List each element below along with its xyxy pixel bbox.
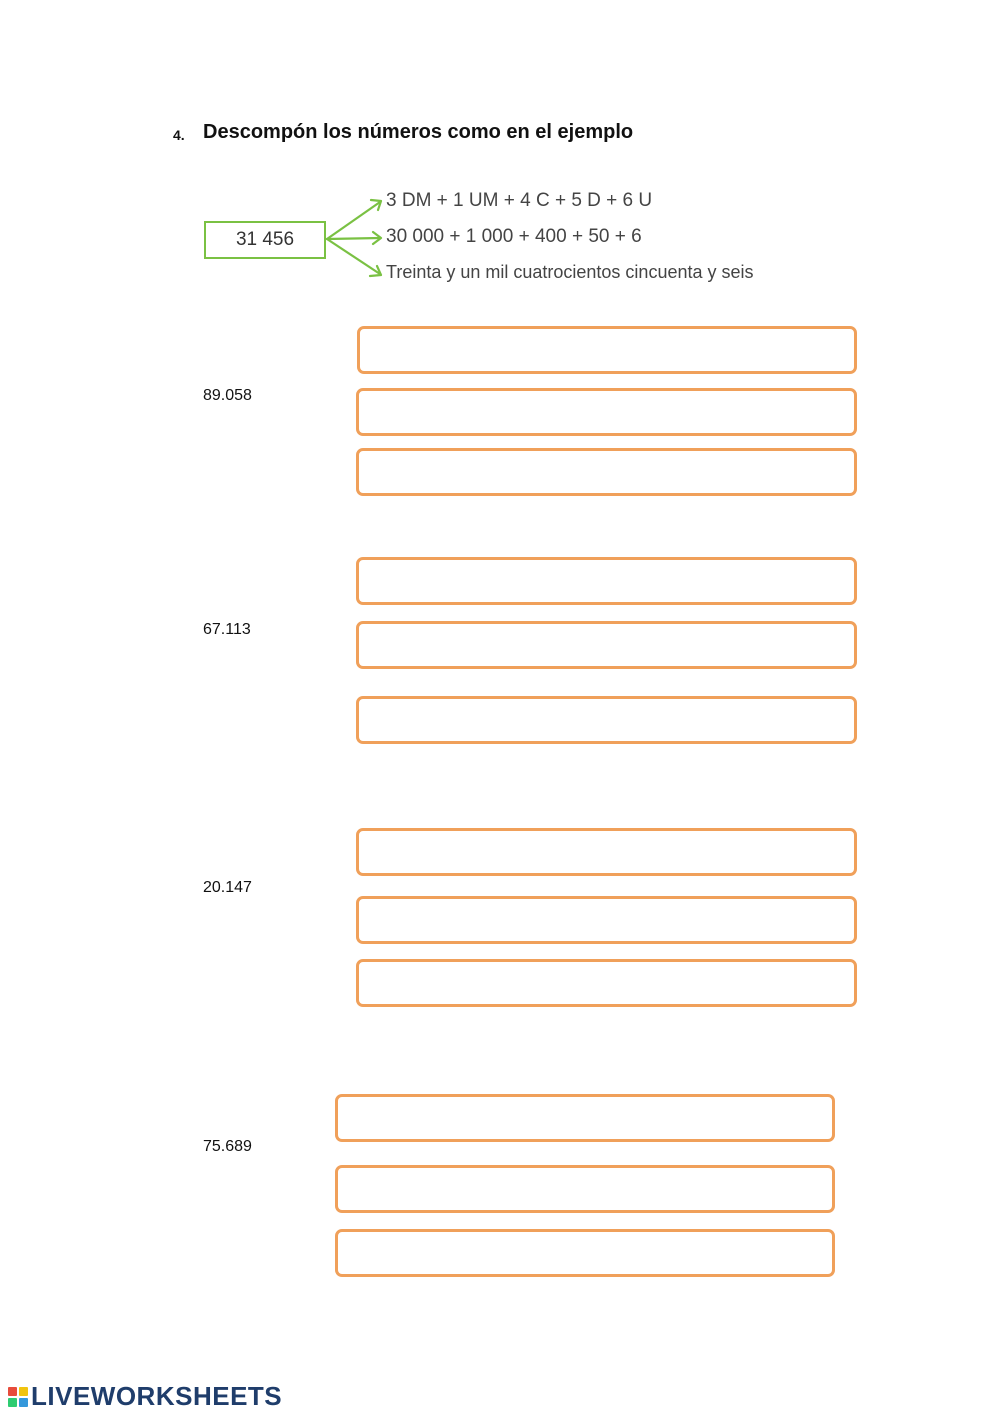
answer-input-words[interactable] bbox=[335, 1229, 835, 1277]
exercise-title: Descompón los números como en el ejemplo bbox=[203, 121, 634, 143]
problem-number: 20.147 bbox=[203, 879, 252, 896]
logo-blocks-icon bbox=[8, 1387, 28, 1407]
answer-input-units[interactable] bbox=[356, 828, 857, 876]
example-words-line: Treinta y un mil cuatrocientos cincuenta y seis bbox=[386, 262, 754, 282]
answer-input-units[interactable] bbox=[357, 326, 857, 374]
answer-input-sum[interactable] bbox=[356, 621, 857, 669]
answer-input-sum[interactable] bbox=[335, 1165, 835, 1213]
arrow-to-sum bbox=[327, 238, 380, 239]
example-number-box bbox=[204, 221, 326, 259]
answer-input-units[interactable] bbox=[335, 1094, 835, 1142]
problem-number: 75.689 bbox=[203, 1138, 252, 1155]
answer-input-words[interactable] bbox=[356, 696, 857, 744]
arrow-to-units bbox=[327, 202, 380, 239]
answer-input-words[interactable] bbox=[356, 959, 857, 1007]
answer-input-sum[interactable] bbox=[356, 388, 857, 436]
brand-text: LIVEWORKSHEETS bbox=[31, 1381, 283, 1411]
answer-input-words[interactable] bbox=[356, 448, 857, 496]
example-number: 31 456 bbox=[235, 229, 295, 250]
answer-input-units[interactable] bbox=[356, 557, 857, 605]
liveworksheets-logo bbox=[8, 1381, 282, 1412]
problem-number: 67.113 bbox=[203, 621, 251, 638]
answer-input-sum[interactable] bbox=[356, 896, 857, 944]
problem-number: 89.058 bbox=[203, 387, 252, 404]
example-arrows bbox=[320, 190, 390, 285]
example-units-line: 3 DM + 1 UM + 4 C + 5 D + 6 U bbox=[386, 190, 653, 211]
exercise-number: 4. bbox=[173, 127, 185, 143]
example-sum-line: 30 000 + 1 000 + 400 + 50 + 6 bbox=[386, 226, 642, 247]
